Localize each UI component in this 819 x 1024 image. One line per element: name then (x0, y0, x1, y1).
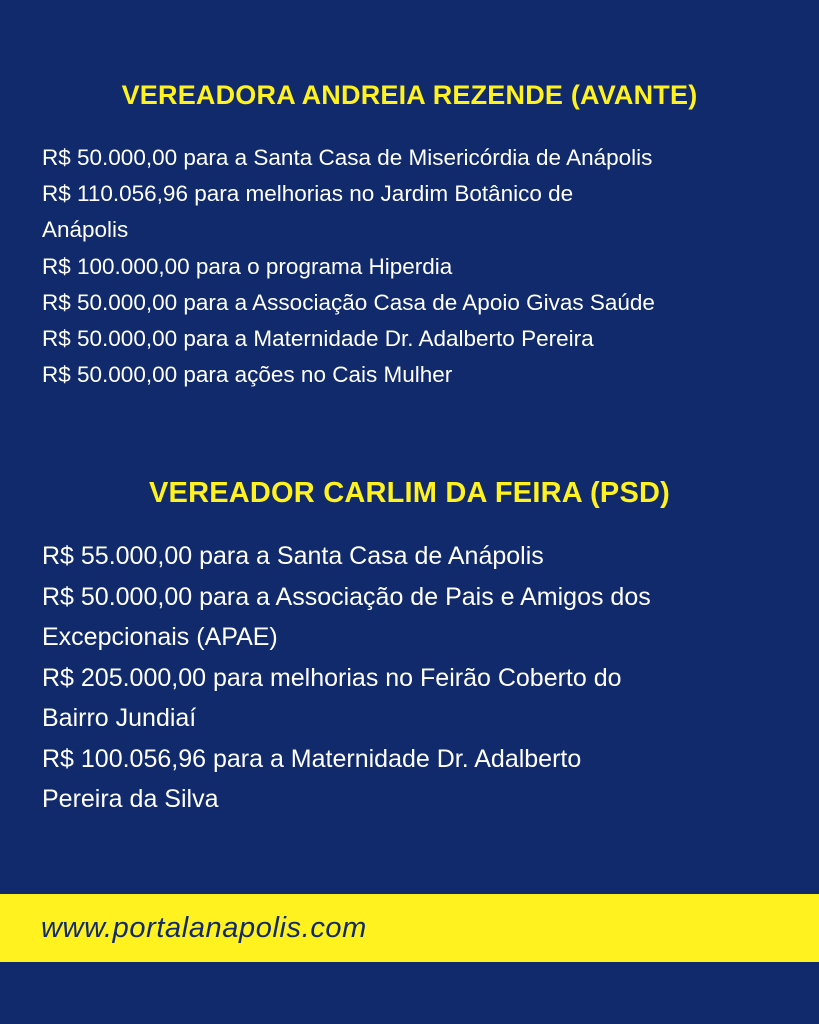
section-title-carlim-da-feira: VEREADOR CARLIM DA FEIRA (PSD) (148, 477, 671, 509)
amendment-line: R$ 50.000,00 para a Associação Casa de Apoio Givas Saúde (42, 289, 655, 315)
amendment-line: R$ 50.000,00 para a Maternidade Dr. Adalberto Pereira (42, 326, 594, 352)
amendment-list-carlim-da-feira (42, 536, 792, 820)
amendment-line: R$ 100.000,00 para o programa Hiperdia (42, 253, 453, 279)
amendment-line: R$ 110.056,96 para melhorias no Jardim Botânico de (42, 181, 574, 207)
amendment-line: R$ 50.000,00 para a Santa Casa de Misericórdia de Anápolis (42, 145, 653, 170)
section-title-andreia-rezende: VEREADORA ANDREIA REZENDE (AVANTE) (121, 80, 698, 110)
amendment-line: R$ 55.000,00 para a Santa Casa de Anápolis (42, 542, 544, 570)
amendment-line: Pereira da Silva (42, 785, 219, 813)
amendment-line: R$ 100.056,96 para a Maternidade Dr. Adalberto (42, 744, 582, 773)
amendment-line: Anápolis (42, 217, 129, 243)
footer-website-url: www.portalanapolis.com (41, 912, 367, 944)
amendment-line: R$ 50.000,00 para ações no Cais Mulher (42, 362, 453, 388)
amendment-line: Bairro Jundiaí (42, 704, 197, 732)
amendment-list-andreia-rezende (42, 140, 792, 393)
amendment-line: R$ 205.000,00 para melhorias no Feirão Coberto do (42, 663, 622, 692)
amendment-line: R$ 50.000,00 para a Associação de Pais e Amigos dos (42, 582, 651, 611)
amendment-line: Excepcionais (APAE) (42, 623, 278, 651)
